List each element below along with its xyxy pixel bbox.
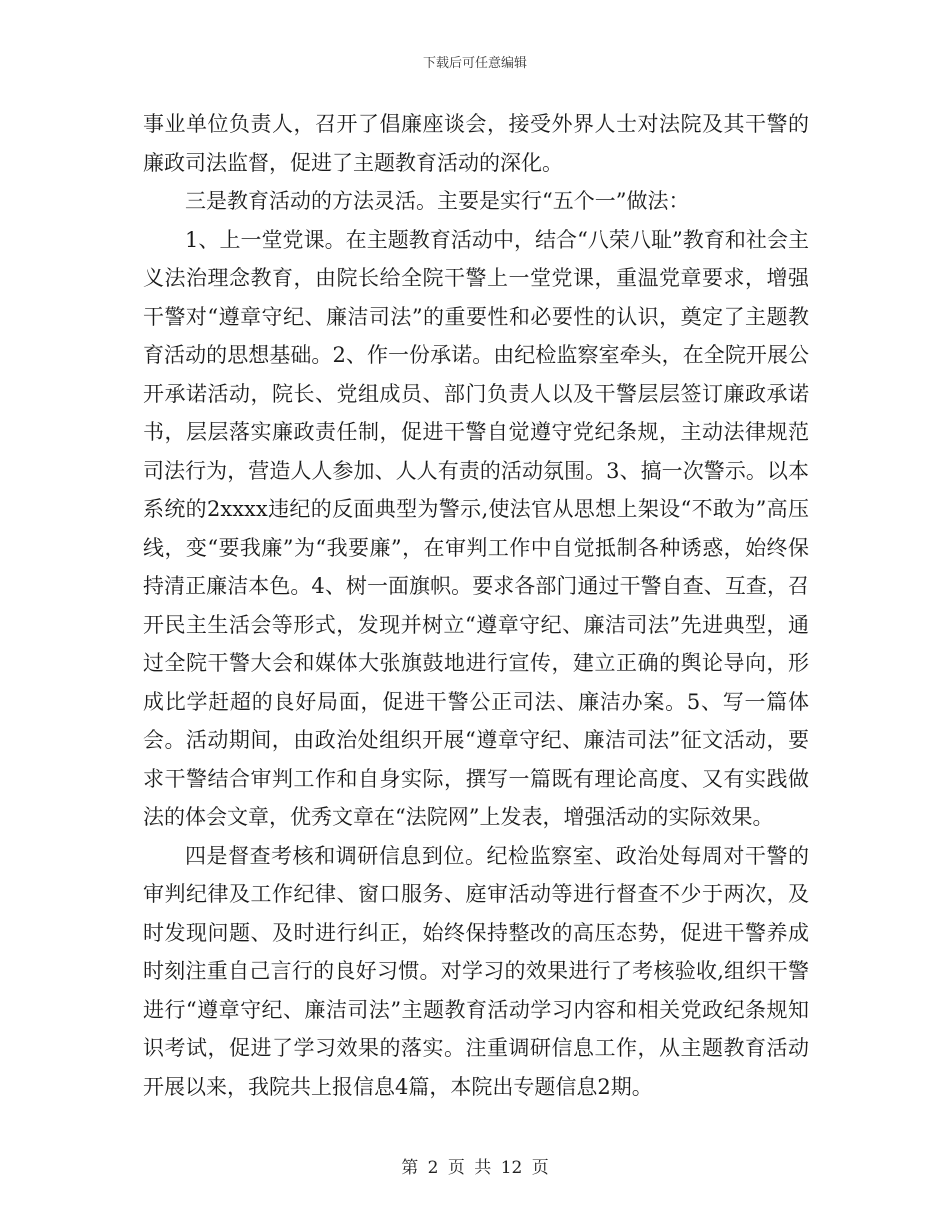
- page-number: 第 2 页 共 12 页: [401, 1158, 549, 1178]
- paragraph-supervision: 四是督查考核和调研信息到位。纪检监察室、政治处每周对干警的审判纪律及工作纪律、窗口服务、庭审活动等进行督查不少于两次，及时发现问题、及时进行纠正，始终保持整改的高压态势，促进干警养成时刻注重自己言行的良好习惯。对学习的效果进行了考核验收,组织干警进行“遵章守纪、廉洁司法”主题教育活动学习内容和相关党政纪条规知识考试，促进了学习效果的落实。注重调研信息工作，从主题教育活动开展以来，我院共上报信息4篇，本院出专题信息2期。: [143, 843, 809, 1099]
- paragraph-continuation: 事业单位负责人，召开了倡廉座谈会，接受外界人士对法院及其干警的廉政司法监督，促进了主题教育活动的深化。: [143, 112, 809, 175]
- paragraph-methods: 三是教育活动的方法灵活。主要是实行“五个一”做法：: [185, 189, 690, 213]
- paragraph-five-ones: 1、上一堂党课。在主题教育活动中，结合“八荣八耻”教育和社会主义法治理念教育，由院长给全院干警上一堂党课，重温党章要求，增强干警对“遵章守纪、廉洁司法”的重要性和必要性的认识，奠定了主题教育活动的思想基础。2、作一份承诺。由纪检监察室牵头，在全院开展公开承诺活动，院长、党组成员、部门负责人以及干警层层签订廉政承诺书，层层落实廉政责任制，促进干警自觉遵守党纪条规，主动法律规范司法行为，营造人人参加、人人有责的活动氛围。3、搞一次警示。以本系统的2xxxx违纪的反面典型为警示,使法官从思想上架设“不敢为”高压线，变“要我廉”为“我要廉”，在审判工作中自觉抵制各种诱惑，始终保持清正廉洁本色。4、树一面旗帜。要求各部门通过干警自查、互查，召开民主生活会等形式，发现并树立“遵章守纪、廉洁司法”先进典型，通过全院干警大会和媒体大张旗鼓地进行宣传，建立正确的舆论导向，形成比学赶超的良好局面，促进干警公正司法、廉洁办案。5、写一篇体会。活动期间，由政治处组织开展“遵章守纪、廉洁司法”征文活动，要求干警结合审判工作和自身实际，撰写一篇既有理论高度、又有实践做法的体会文章，优秀文章在“法院网”上发表，增强活动的实际效果。: [143, 227, 809, 829]
- document-body: [143, 105, 809, 1106]
- header-note: 下载后可任意编辑: [422, 56, 527, 71]
